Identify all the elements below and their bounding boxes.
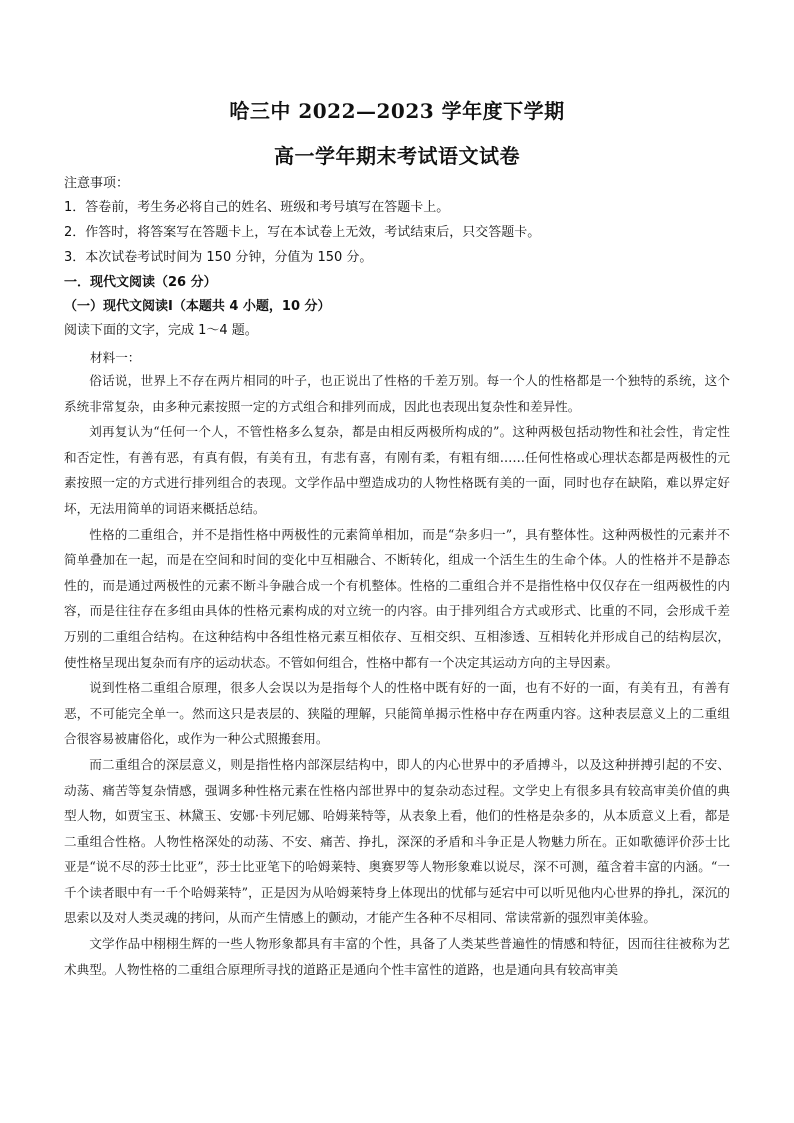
reading-instruction: 阅读下面的文字，完成 1～4 题。 — [64, 323, 258, 338]
passage-paragraph-3: 性格的二重组合，并不是指性格中两极性的元素简单相加，而是“杂多归一”，具有整体性。这种两极性的元素并不简单叠加在一起，而是在空间和时间的变化中互相融合、不断转化，组成一个活生生的生命个体。人的性格并不是静态性的，而是通过两极性的元素不断斗争融合成一个有机整体。性格的二重组合并不是指性格中仅仅存在一组两极性的内容，而是往往存在多组由具体的性格元素构成的对立统一的内容。由于排列组合方式或形式、比重的不同，会形成千差万别的二重组合结构。在这种结构中各组性格元素互相依存、互相交织、互相渗透、互相转化并形成自己的结构层次，使性格呈现出复杂而有序的运动状态。不管如何组合，性格中都有一个决定其运动方向的主导因素。 — [64, 526, 730, 670]
notice-item-1: 1．答卷前，考生务必将自己的姓名、班级和考号填写在答题卡上。 — [64, 200, 450, 215]
notice-item-2: 2．作答时，将答案写在答题卡上，写在本试卷上无效，考试结束后，只交答题卡。 — [64, 225, 541, 240]
exam-title-line2: 高一学年期末考试语文试卷 — [274, 144, 520, 168]
material-label: 材料一： — [90, 350, 141, 365]
passage-paragraph-5: 而二重组合的深层意义，则是指性格内部深层结构中，即人的内心世界中的矛盾搏斗，以及这种拼搏引起的不安、动荡、痛苦等复杂情感，强调多种性格元素在性格内部世界中的复杂动态过程。文学史上有很多具有较高审美价值的典型人物，如贾宝玉、林黛玉、安娜·卡列尼娜、哈姆莱特等，从表象上看，他们的性格是杂多的，从本质意义上看，都是二重组合性格。人物性格深处的动荡、不安、痛苦、挣扎，深深的矛盾和斗争正是人物魅力所在。正如歌德评价莎士比亚是“说不尽的莎士比亚”，莎士比亚笔下的哈姆莱特、奥赛罗等人物形象难以说尽，深不可测，蕴含着丰富的内涵。“一千个读者眼中有一千个哈姆莱特”，正是因为从哈姆莱特身上体现出的忧郁与延宕中可以听见他内心世界的挣扎，深沉的思索以及对人类灵魂的拷问，从而产生情感上的颤动，才能产生各种不尽相同、常读常新的强烈审美体验。 — [64, 756, 730, 926]
passage-paragraph-1: 俗话说，世界上不存在两片相同的叶子，也正说出了性格的千差万别。每一个人的性格都是一个独特的系统，这个系统非常复杂，由多种元素按照一定的方式组合和排列而成，因此也表现出复杂性和差异性。 — [64, 373, 730, 414]
notice-item-3: 3．本次试卷考试时间为 150 分钟，分值为 150 分。 — [64, 250, 373, 265]
passage-paragraph-4: 说到性格二重组合原理，很多人会误以为是指每个人的性格中既有好的一面，也有不好的一面，有美有丑，有善有恶，不可能完全单一。然而这只是表层的、狭隘的理解，只能简单揭示性格中存在两重内容。这种表层意义上的二重组合很容易被庸俗化，或作为一种公式照搬套用。 — [64, 680, 730, 747]
passage-paragraph-2: 刘再复认为“任何一个人，不管性格多么复杂，都是由相反两极所构成的”。这种两极包括动物性和社会性，肯定性和否定性，有善有恶，有真有假，有美有丑，有悲有喜，有刚有柔，有粗有细……任何性格或心理状态都是两极性的元素按照一定的方式进行排列组合的表现。文学作品中塑造成功的人物性格既有美的一面，同时也存在缺陷，难以界定好坏，无法用简单的词语来概括总结。 — [64, 424, 730, 516]
section-one-subtitle: （一）现代文阅读Ⅰ（本题共 4 小题，10 分） — [64, 299, 331, 314]
exam-title-line1: 哈三中 2022—2023 学年度下学期 — [229, 99, 565, 123]
reading-passage — [64, 368, 730, 982]
passage-paragraph-6: 文学作品中栩栩生辉的一些人物形象都具有丰富的个性，具备了人类某些普遍性的情感和特征，因而往往被称为艺术典型。人物性格的二重组合原理所寻找的道路正是通向个性丰富性的道路，也是通向具有较高审美 — [64, 936, 730, 977]
notice-heading: 注意事项： — [64, 176, 130, 191]
part-one-title: 一．现代文阅读（26 分） — [64, 275, 217, 290]
